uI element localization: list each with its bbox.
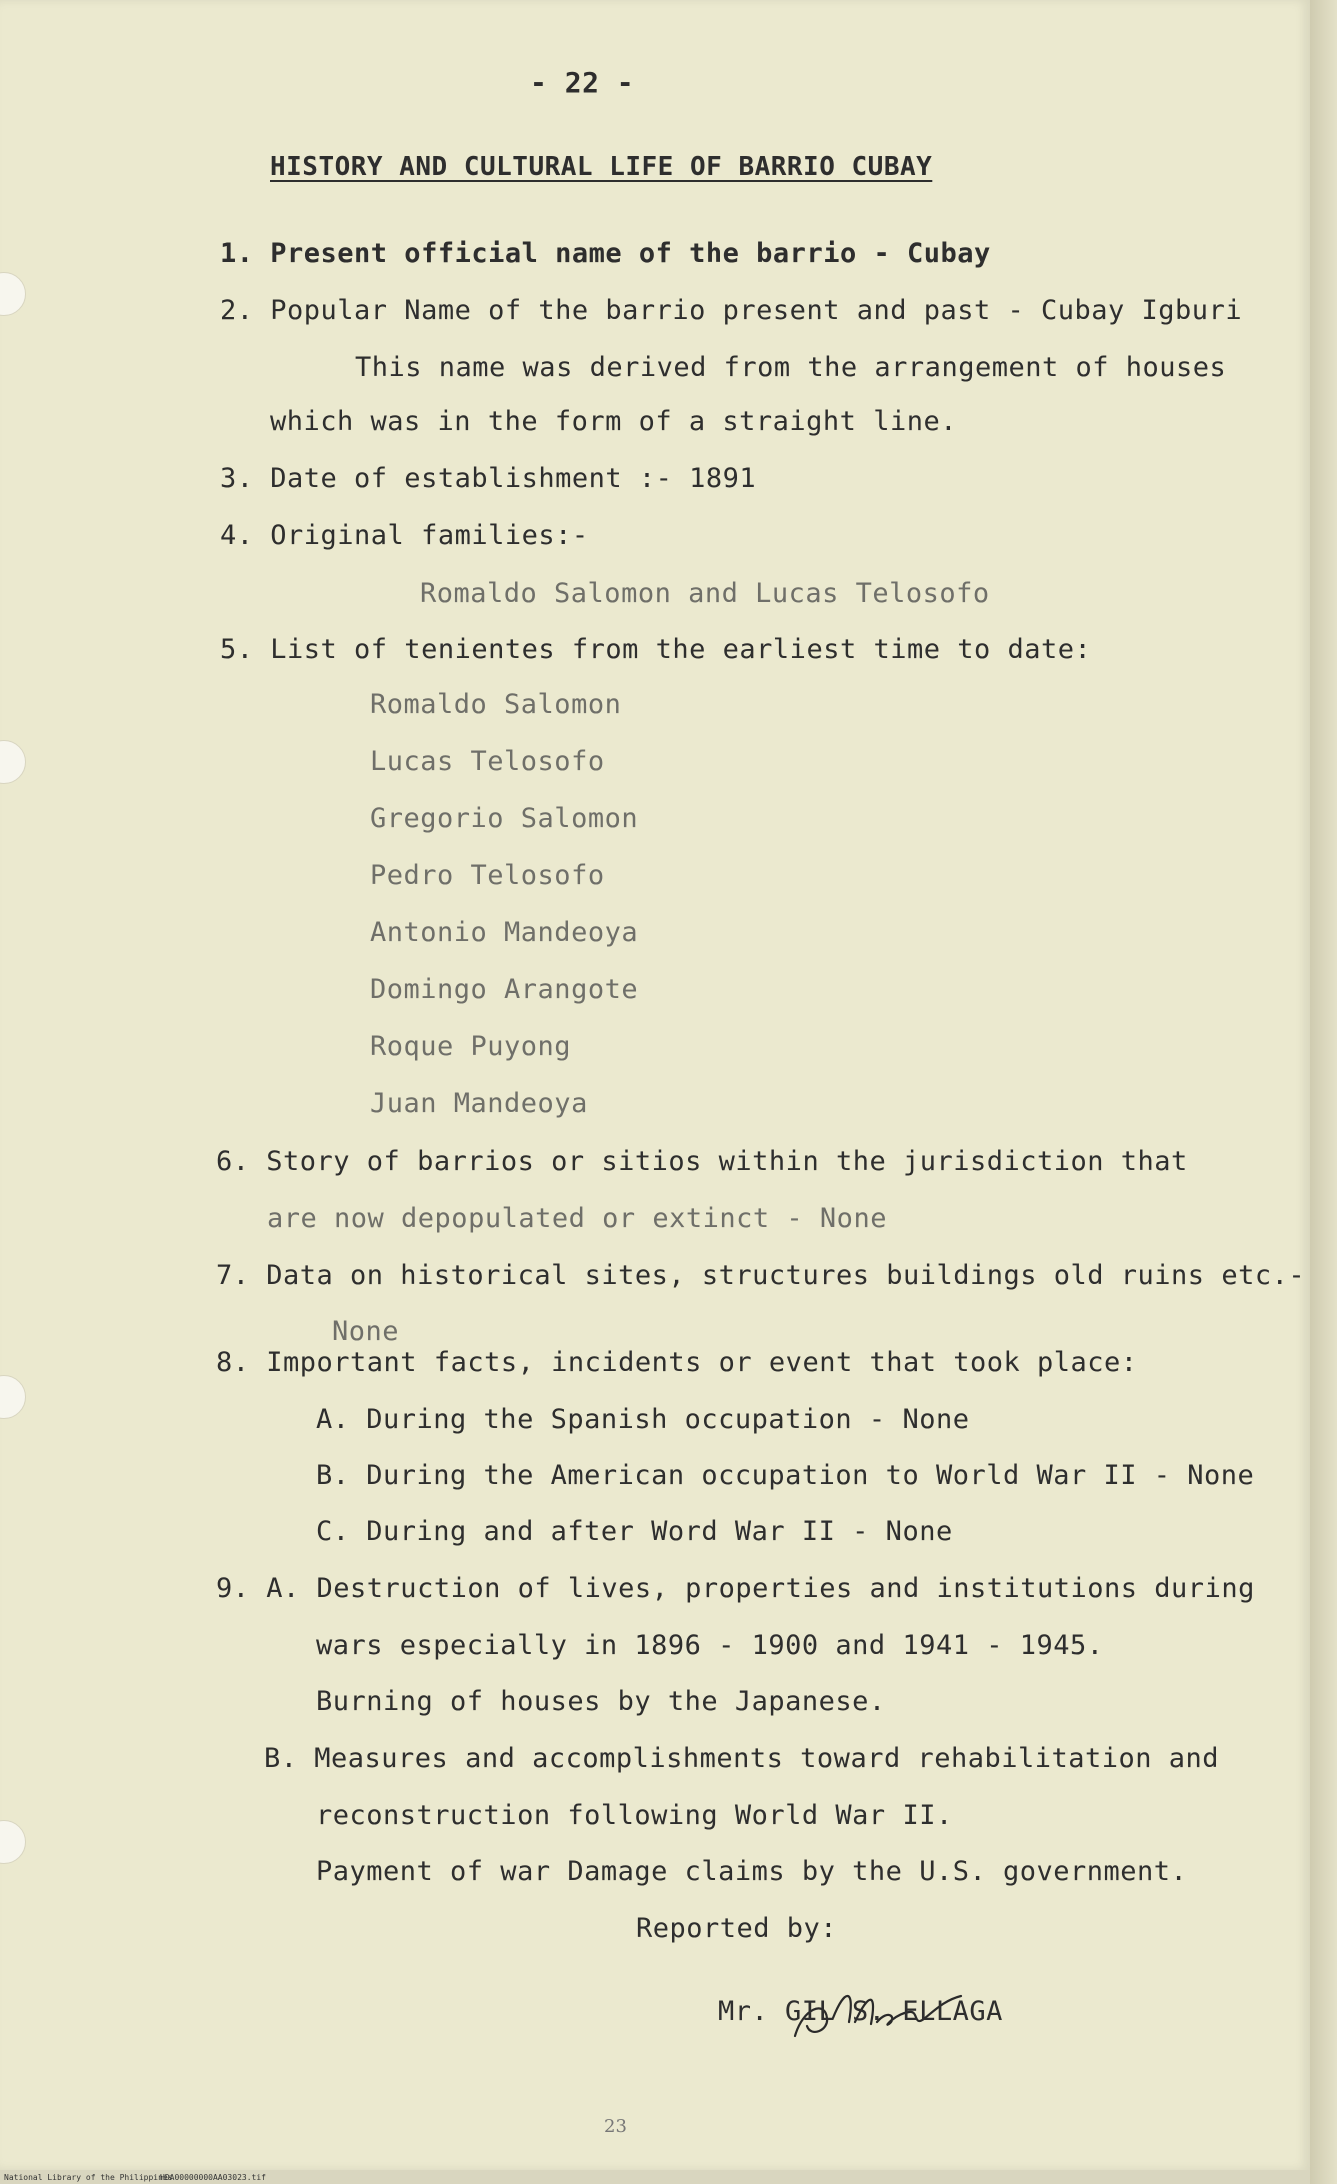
- reporter-name: Mr. GIL S. ELLAGA: [718, 1996, 1003, 2027]
- teniente-name: Juan Mandeoya: [370, 1088, 588, 1119]
- item-9-line-a: wars especially in 1896 - 1900 and 1941 - 1945.: [316, 1630, 1104, 1661]
- page-stamp: 23: [604, 2116, 627, 2137]
- teniente-name: Romaldo Salomon: [370, 689, 622, 720]
- punch-hole: [0, 740, 26, 784]
- item-6: 6. Story of barrios or sitios within the jurisdiction that: [216, 1146, 1188, 1177]
- item-1: 1. Present official name of the barrio - Cubay: [220, 238, 991, 269]
- item-4: 4. Original families:-: [220, 520, 589, 551]
- item-2-line-a: This name was derived from the arrangement of houses: [355, 352, 1227, 383]
- punch-hole: [0, 1375, 26, 1419]
- item-2-line-b: which was in the form of a straight line.: [270, 406, 957, 437]
- item-5: 5. List of tenientes from the earliest time to date:: [220, 634, 1092, 665]
- teniente-name: Gregorio Salomon: [370, 803, 639, 834]
- punch-hole: [0, 1820, 26, 1864]
- item-6-line-a: are now depopulated or extinct - None: [267, 1203, 887, 1234]
- footer-source-label: National Library of the Philippines: [4, 2173, 173, 2182]
- teniente-name: Roque Puyong: [370, 1031, 572, 1062]
- teniente-name: Antonio Mandeoya: [370, 917, 639, 948]
- item-3: 3. Date of establishment :- 1891: [220, 463, 757, 494]
- page-edge-shadow: [1310, 0, 1337, 2184]
- footer-file-label: HDA00000000AA03023.tif: [160, 2173, 266, 2182]
- item-9-b: B. Measures and accomplishments toward rehabilitation and: [264, 1743, 1220, 1774]
- item-9-line-d: reconstruction following World War II.: [316, 1800, 953, 1831]
- item-9-line-e: Payment of war Damage claims by the U.S. government.: [316, 1856, 1188, 1887]
- item-8-c: C. During and after Word War II - None: [316, 1516, 953, 1547]
- item-8-a: A. During the Spanish occupation - None: [316, 1404, 970, 1435]
- item-9: 9. A. Destruction of lives, properties and institutions during: [216, 1573, 1255, 1604]
- reported-by-label: Reported by:: [636, 1913, 838, 1944]
- page-number: - 22 -: [530, 66, 635, 99]
- teniente-name: Pedro Telosofo: [370, 860, 605, 891]
- item-7: 7. Data on historical sites, structures buildings old ruins etc.-: [216, 1260, 1306, 1291]
- item-9-line-b: Burning of houses by the Japanese.: [316, 1686, 886, 1717]
- page-title: HISTORY AND CULTURAL LIFE OF BARRIO CUBAY: [270, 152, 933, 182]
- teniente-name: Lucas Telosofo: [370, 746, 605, 777]
- teniente-name: Domingo Arangote: [370, 974, 639, 1005]
- punch-hole: [0, 272, 26, 316]
- item-4-families: Romaldo Salomon and Lucas Telosofo: [420, 578, 990, 609]
- item-2: 2. Popular Name of the barrio present and past - Cubay Igburi: [220, 295, 1243, 326]
- item-8-b: B. During the American occupation to World War II - None: [316, 1460, 1255, 1491]
- item-7-line-a: None: [332, 1316, 400, 1347]
- item-8: 8. Important facts, incidents or event that took place:: [216, 1347, 1138, 1378]
